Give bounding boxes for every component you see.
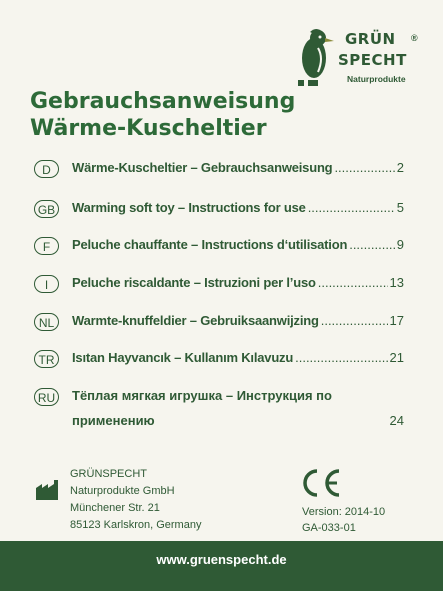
version-number: Version: 2014-10 (302, 506, 386, 518)
toc-entry-text: Warming soft toy – Instructions for use (72, 200, 306, 215)
language-badge: GB (34, 200, 59, 218)
dot-leader (334, 160, 394, 175)
toc-entry-text: Isıtan Hayvancık – Kullanım Kılavuzu (72, 350, 294, 365)
dot-leader (318, 275, 388, 290)
factory-icon (36, 480, 60, 500)
page-number: 13 (389, 275, 404, 290)
title-line-2: Wärme-Kuscheltier (30, 116, 267, 141)
toc-entry-text: Peluche chauffante – Instructions d‘utilisation (72, 237, 348, 252)
language-badge: TR (34, 350, 59, 368)
company-name: GRÜNSPECHT (70, 468, 148, 480)
toc-entry-text: Wärme-Kuscheltier – Gebrauchsanweisung (72, 160, 333, 175)
woodpecker-icon (298, 26, 334, 86)
manufacturer-address (70, 466, 201, 534)
website-link[interactable]: www.gruenspecht.de (156, 552, 287, 567)
logo-word-1: GRÜN (345, 30, 396, 48)
company-street: Münchener Str. 21 (70, 502, 160, 514)
toc-entry-text: Warmte-knuffeldier – Gebruiksaanwijzing (72, 313, 319, 328)
article-number: GA-033-01 (302, 522, 356, 534)
logo-subtitle: Naturprodukte (347, 74, 406, 84)
registered-mark: ® (411, 33, 418, 43)
ce-mark-icon (300, 468, 342, 498)
page-number: 9 (396, 237, 404, 252)
page-number: 21 (389, 350, 404, 365)
language-badge: NL (34, 313, 59, 331)
toc-entry-text-cont: применению (72, 413, 155, 428)
dot-leader (321, 313, 388, 328)
language-badge: D (34, 160, 59, 178)
toc-entry-text: Peluche riscaldante – Istruzioni per l’uso (72, 275, 316, 290)
language-badge: F (34, 237, 59, 255)
page-number: 24 (389, 413, 404, 428)
version-info (302, 504, 385, 536)
language-badge: RU (34, 388, 59, 406)
footer-bar (0, 541, 443, 591)
title-line-1: Gebrauchsanweisung (30, 89, 296, 114)
dot-leader (308, 200, 395, 215)
logo-word-2: SPECHT (338, 51, 407, 69)
language-badge: I (34, 275, 59, 293)
manufacturer-block (36, 466, 296, 536)
page-number: 5 (396, 200, 404, 215)
dot-leader (295, 350, 387, 365)
dot-leader (349, 237, 395, 252)
toc-entry-text: Тёплая мягкая игрушка – Инструкция по (72, 388, 332, 403)
company-city: 85123 Karlskron, Germany (70, 519, 202, 531)
brand-logo (298, 24, 422, 88)
page-number: 2 (396, 160, 404, 175)
page-number: 17 (389, 313, 404, 328)
document-title (30, 88, 295, 142)
company-name-line-2: Naturprodukte GmbH (70, 485, 175, 497)
